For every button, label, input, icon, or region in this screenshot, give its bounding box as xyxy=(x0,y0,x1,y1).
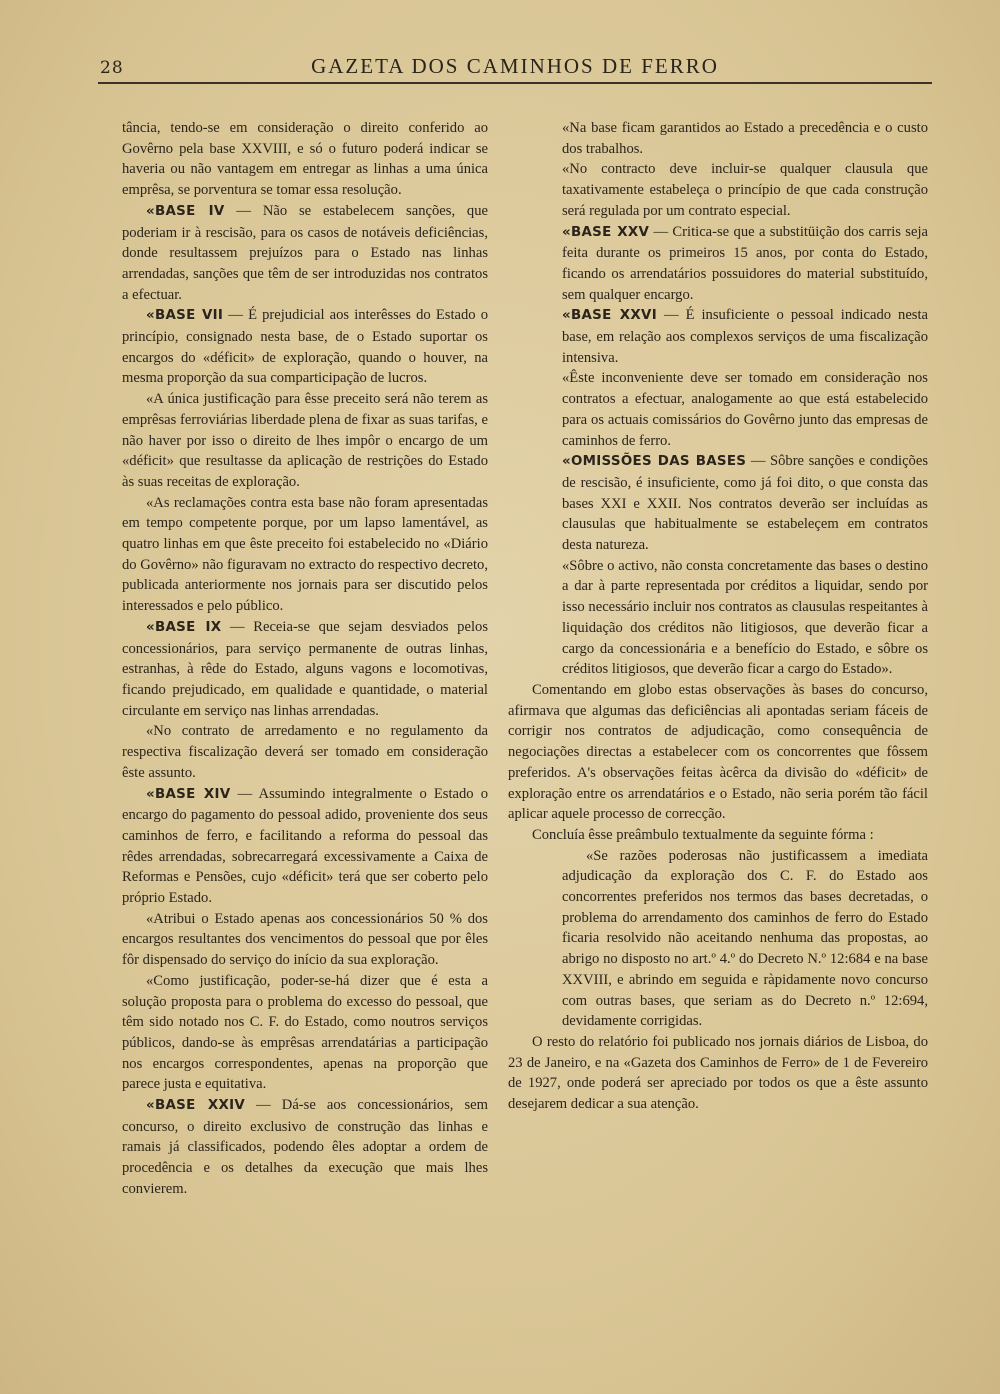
paragraph xyxy=(508,1032,928,1115)
paragraph-text: «No contrato de arredamento e no regulamento da respectiva fiscalização deverá ser tomado em consideração êste assunto. xyxy=(122,723,488,781)
paragraph-text: O resto do relatório foi publicado nos jornais diários de Lisboa, do 23 de Janeiro, e na «Gazeta dos Caminhos de Ferro» de 1 de Fevereiro de 1927, onde poderá ser apreciado por todos os que a êste assunto desejarem dedicar a sua atenção. xyxy=(508,1033,928,1113)
paragraph xyxy=(562,305,928,368)
paragraph xyxy=(122,1095,488,1200)
paragraph xyxy=(562,451,928,556)
section-label: «BASE XXVI xyxy=(562,308,658,324)
paragraph xyxy=(122,971,488,1095)
paragraph-text: «Na base ficam garantidos ao Estado a precedência e o custo dos trabalhos. xyxy=(562,120,928,157)
header-rule xyxy=(98,82,932,84)
paragraph xyxy=(122,617,488,722)
paragraph xyxy=(122,909,488,971)
paragraph xyxy=(562,222,928,306)
paragraph xyxy=(122,389,488,493)
paragraph xyxy=(122,784,488,909)
paragraph-text: «Êste inconveniente deve ser tomado em consideração nos contratos a efectuar, analogamente ao que está estabelecido para os actuais comissários do Govêrno junto das empresas de caminhos de ferro. xyxy=(562,370,928,449)
paragraph-text: — Critica-se que a substitüição dos carris seja feita durante os primeiros 15 anos, por conta do Estado, ficando os arrendatários possuidores do material substituído, sem qualquer encargo. xyxy=(562,223,928,303)
section-label: «BASE IX xyxy=(146,619,222,635)
section-label: «BASE IV xyxy=(146,203,225,219)
left-column xyxy=(122,118,488,1200)
paragraph xyxy=(508,825,928,846)
section-label: «BASE VII xyxy=(146,308,224,324)
paragraph-text: Comentando em globo estas observações às bases do concurso, afirmava que algumas das deficiências ali apontadas seriam fáceis de corrigir nos contratos de adjudicação, como consequência de negociações directas a estabelecer com os concorrentes que fôssem preferidos. A's observações feitas àcêrca da divisão do «déficit» de exploração entre os arrendatários e o Estado, não seria porém tão fácil aplicar aquele processo de correcção. xyxy=(508,681,928,823)
publication-title: GAZETA DOS CAMINHOS DE FERRO xyxy=(311,54,719,78)
paragraph-text: «Sôbre o activo, não consta concretamente das bases o destino a dar à parte representada por créditos a liquidar, sendo por isso necessário incluir nos contratos as clausulas respeitantes à liquidação dos créditos não litigiosos, que deverão ficar a cargo da concessionária e a benefício do Estado, e sôbre os créditos litigiosos, que deverão ficar a cargo do Estado». xyxy=(562,557,928,678)
paragraph-text: «A única justificação para êsse preceito será não terem as emprêsas ferroviárias liberdade plena de fixar as suas tarifas, e não haver por isso o direito de lhes impôr o encargo de um «déficit» que resultasse da aplicação de restrições do Estado às suas receitas de exploração. xyxy=(122,391,488,490)
paragraph-text: — Receia-se que sejam desviados pelos concessionários, para serviço permanente de outras linhas, estranhas, à rêde do Estado, alguns vagons e locomotivas, ficando prejudicado, em qualidade e quantidade, o material circulante em serviço nas linhas arrendadas. xyxy=(122,618,488,719)
paragraph-text: — Sôbre sanções e condições de rescisão, é insuficiente, como já foi dito, o que consta das bases XXI e XXII. Nos contratos deverão ser incluídas as clausulas que habitualmente se estabeleçem em contratos desta natureza. xyxy=(562,453,928,554)
paragraph xyxy=(122,721,488,783)
paragraph-text: tância, tendo-se em consideração o direito conferido ao Govêrno pela base XXVIII, e só o futuro poderá indicar se haveria ou não vantagem em entregar as linhas a uma única emprêsa, se porventura se tomar essa resolução. xyxy=(122,120,488,199)
section-label: «OMISSÕES DAS BASES xyxy=(562,454,747,470)
paragraph-text: — Assumindo integralmente o Estado o encargo do pagamento do pessoal adido, proveniente dos seus caminhos de ferro, e facilitando a reforma do pessoal das rêdes arrendadas, sobrecarregará excessivamente a Caixa de Reformas e Pensões, cujo «déficit» terá que ser coberto pelo próprio Estado. xyxy=(122,785,489,907)
section-label: «BASE XXIV xyxy=(146,1098,246,1114)
paragraph xyxy=(122,493,488,617)
section-label: «BASE XIV xyxy=(146,786,231,802)
paragraph xyxy=(122,305,488,389)
paragraph-text: «As reclamações contra esta base não foram apresentadas em tempo competente porque, por um lapso lamentável, as quatro linhas em que êste preceito foi estabelecido no «Diário do Govêrno» não figuravam no extracto do respectivo decreto, publicada anteriormente nos jornais para ser discutido pelos interessados e pelo público. xyxy=(122,494,488,615)
page-number: 28 xyxy=(100,58,124,78)
page-header xyxy=(100,54,930,84)
section-label: «BASE XXV xyxy=(562,224,650,240)
paragraph xyxy=(122,118,488,201)
paragraph xyxy=(562,159,928,221)
paragraph-text: «Se razões poderosas não justificassem a imediata adjudicação da exploração dos C. F. do Estado aos concorrentes preferidos nos termos das bases decretadas, o problema do arrendamento dos caminhos de ferro do Estado ficaria resolvido não aceitando nenhuma das propostas, ao abrigo no disposto no art.º 4.º do Decreto N.º 12:684 e na base XXVIII, e abrindo em seguida e ràpidamente novo concurso com outras bases, que seriam as do Decreto n.º 12:694, devidamente corrigidas. xyxy=(562,847,928,1030)
paragraph xyxy=(508,680,928,825)
paragraph xyxy=(562,556,928,680)
paragraph-text: — É prejudicial aos interêsses do Estado o princípio, consignado nesta base, de o Estado suportar os encargos do «déficit» de exploração, quando o houver, na mesma proporção da sua comparticipação de lucros. xyxy=(122,307,489,387)
paragraph xyxy=(122,201,488,306)
paragraph xyxy=(562,368,928,451)
paragraph-text: Concluía êsse preâmbulo textualmente da seguinte fórma : xyxy=(532,826,874,843)
paragraph-text: — É insuficiente o pessoal indicado nesta base, em relação aos complexos serviços de uma fiscalização intensiva. xyxy=(562,307,929,366)
paragraph-text: «No contracto deve incluir-se qualquer clausula que taxativamente estabeleça o princípio de que cada construção será regulada por um contrato especial. xyxy=(562,161,928,219)
right-column xyxy=(508,118,928,1115)
paragraph-text: — Não se estabelecem sanções, que poderiam ir à rescisão, para os casos de notáveis deficiências, donde resultassem prejuízos para o Estado nas linhas arrendadas, sanções que têm de ser introduzidas nos contratos a efectuar. xyxy=(122,202,488,303)
paragraph-text: «Como justificação, poder-se-há dizer que é esta a solução proposta para o problema do excesso do pessoal, que têm sido notado nos C. F. do Estado, como noutros serviços públicos, dando-se às emprêsas arrendatárias a participação nos encargos correspondentes, apenas na proporção que parece justa e equitativa. xyxy=(122,972,488,1093)
paragraph-text: «Atribui o Estado apenas aos concessionários 50 % dos encargos resultantes dos vencimentos do pessoal que por êles fôr dispensado do serviço do início da sua exploração. xyxy=(122,910,488,969)
paragraph xyxy=(562,846,928,1032)
paragraph xyxy=(562,118,928,159)
paragraph-text: — Dá-se aos concessionários, sem concurso, o direito exclusivo de construção das linhas e ramais já classificados, podendo êles adoptar a ordem de procedência e os detalhes da execução que mais lhes convierem. xyxy=(122,1097,488,1197)
